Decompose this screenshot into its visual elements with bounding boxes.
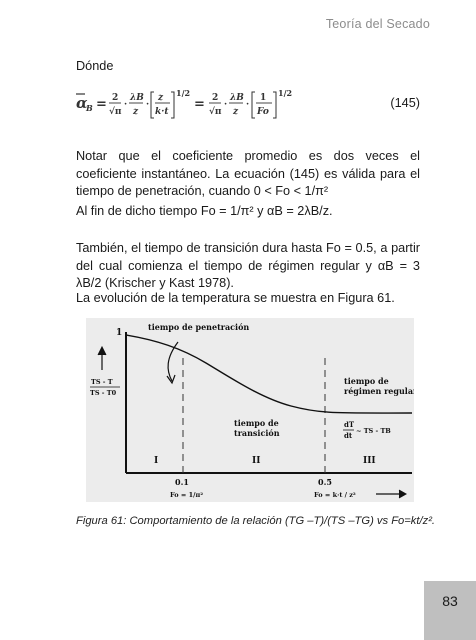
svg-text:Fo: Fo <box>257 107 269 117</box>
label-regular-1: tiempo de <box>344 376 389 386</box>
paragraph-2: Al fin de dicho tiempo Fo = 1/π² y αB = 2λB/z. <box>76 204 333 218</box>
equation-145 <box>76 86 306 122</box>
region-II: II <box>252 456 261 466</box>
svg-text:k·t: k·t <box>155 107 169 117</box>
svg-text:√π: √π <box>209 107 222 117</box>
figure-61-diagram <box>86 318 414 502</box>
fo-right-label: Fo = k·t / z² <box>314 491 356 499</box>
figure-61 <box>86 318 414 502</box>
equation-number: (145) <box>390 96 420 110</box>
svg-text:α: α <box>76 94 88 112</box>
deriv-rhs: ~ TS - TB <box>356 427 391 435</box>
svg-text:z: z <box>158 93 164 103</box>
page-number-tab <box>424 581 476 640</box>
svg-text:1/2: 1/2 <box>278 88 293 98</box>
svg-text:·: · <box>246 100 250 110</box>
tick-0-5: 0.5 <box>318 477 332 487</box>
deriv-numerator: dT <box>344 420 355 429</box>
paragraph-1: Notar que el coeficiente promedio es dos veces el coeficiente instantáneo. La ecuación (145) es válida para el tiempo de penetración, cuando 0 < Fo < 1/π² <box>76 149 420 198</box>
label-regular-2: régimen regular <box>344 386 414 396</box>
region-I: I <box>154 456 159 466</box>
paragraph-4: La evolución de la temperatura se muestra en Figura 61. <box>76 291 395 305</box>
equation-row <box>76 86 420 122</box>
svg-text:√π: √π <box>109 107 122 117</box>
deriv-denominator: dt <box>344 431 353 440</box>
running-header: Teoría del Secado <box>325 17 430 31</box>
y-top-label: 1 <box>116 328 123 338</box>
label-transition-2: transición <box>234 428 280 438</box>
y-axis-numerator: TS - T <box>91 378 113 386</box>
svg-text:2: 2 <box>112 93 119 103</box>
text-donde: Dónde <box>76 59 114 73</box>
region-III: III <box>363 456 376 466</box>
svg-text:λB: λB <box>230 93 244 103</box>
paragraph-3: También, el tiempo de transición dura hasta Fo = 0.5, a partir del cual comienza el tiempo de régimen regular y αB = 3 λB/2 (Krischer y Kast 1978). <box>76 241 420 290</box>
svg-text:λB: λB <box>130 93 144 103</box>
svg-text:1/2: 1/2 <box>176 88 191 98</box>
svg-text:=: = <box>96 97 107 112</box>
svg-text:·: · <box>146 100 150 110</box>
svg-text:B: B <box>86 103 93 113</box>
tick-0-1: 0.1 <box>175 477 189 487</box>
svg-text:·: · <box>124 100 128 110</box>
figure-caption: Figura 61: Comportamiento de la relación (TG –T)/(TS –TG) vs Fo=kt/z². <box>76 515 436 527</box>
y-axis-denominator: TS - T0 <box>90 389 117 397</box>
svg-text:1: 1 <box>260 93 267 103</box>
fo-left-label: Fo = 1/π² <box>170 491 204 499</box>
label-transition-1: tiempo de <box>234 418 279 428</box>
label-penetration: tiempo de penetración <box>148 322 250 332</box>
svg-text:·: · <box>224 100 228 110</box>
svg-text:z: z <box>233 107 239 117</box>
svg-text:z: z <box>133 107 139 117</box>
svg-text:2: 2 <box>212 93 219 103</box>
svg-text:=: = <box>194 97 205 112</box>
page-number: 83 <box>442 593 458 609</box>
